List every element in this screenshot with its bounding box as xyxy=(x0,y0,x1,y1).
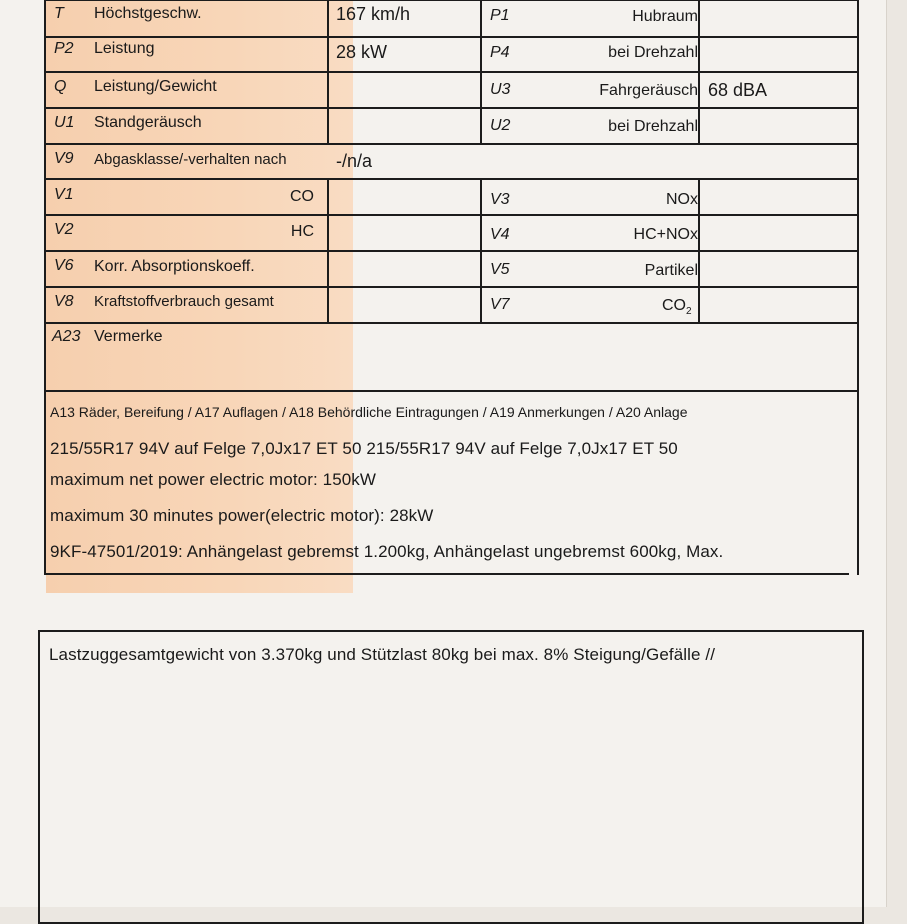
label-leistung: Leistung xyxy=(94,40,155,57)
code-t: T xyxy=(54,5,64,22)
a13-line-30min-power: maximum 30 minutes power(electric motor): 28kW xyxy=(50,506,434,525)
vehicle-data-table xyxy=(44,0,859,575)
code-p4: P4 xyxy=(490,44,510,61)
label-nox: NOx xyxy=(666,191,698,208)
label-fahrgeraeusch: Fahrgeräusch xyxy=(599,82,698,99)
code-v2: V2 xyxy=(54,221,74,238)
code-v7: V7 xyxy=(490,296,510,313)
label-bei-drehzahl-u2: bei Drehzahl xyxy=(608,118,698,135)
label-co: CO xyxy=(290,188,314,205)
code-v5: V5 xyxy=(490,261,510,278)
label-bei-drehzahl-p4: bei Drehzahl xyxy=(608,44,698,61)
code-p2: P2 xyxy=(54,40,74,57)
label-hubraum: Hubraum xyxy=(632,8,698,25)
continuation-box xyxy=(38,630,864,924)
a13-line-net-power: maximum net power electric motor: 150kW xyxy=(50,470,377,489)
continuation-text: Lastzuggesamtgewicht von 3.370kg und Stützlast 80kg bei max. 8% Steigung/Gefälle // xyxy=(49,645,716,664)
code-u2: U2 xyxy=(490,117,511,134)
a13-header: A13 Räder, Bereifung / A17 Auflagen / A18 Behördliche Eintragungen / A19 Anmerkungen / A20 Anlage xyxy=(50,404,688,420)
value-fahrgeraeusch: 68 dBA xyxy=(708,80,768,100)
label-hc-nox: HC+NOx xyxy=(633,226,698,243)
code-v8: V8 xyxy=(54,293,74,310)
label-korr-absorptionskoeff: Korr. Absorptionskoeff. xyxy=(94,258,255,275)
code-v1: V1 xyxy=(54,186,74,203)
code-q: Q xyxy=(54,78,67,95)
code-u3: U3 xyxy=(490,81,511,98)
code-a23: A23 xyxy=(52,328,81,345)
label-vermerke: Vermerke xyxy=(94,328,163,345)
a13-line-tires: 215/55R17 94V auf Felge 7,0Jx17 ET 50 215/55R17 94V auf Felge 7,0Jx17 ET 50 xyxy=(50,439,678,458)
value-hoechstgeschw: 167 km/h xyxy=(336,4,411,24)
label-hc: HC xyxy=(290,223,314,240)
label-co2: $CO_2$ xyxy=(662,297,692,318)
code-v3: V3 xyxy=(490,191,510,208)
code-v4: V4 xyxy=(490,226,510,243)
code-v6: V6 xyxy=(54,257,74,274)
label-hoechstgeschw: Höchstgeschw. xyxy=(94,5,202,22)
code-u1: U1 xyxy=(54,114,75,131)
label-partikel: Partikel xyxy=(644,262,698,279)
a13-line-anhaengelast: 9KF-47501/2019: Anhängelast gebremst 1.200kg, Anhängelast ungebremst 600kg, Max. xyxy=(50,542,724,561)
label-standgeraeusch: Standgeräusch xyxy=(94,114,202,131)
code-p1: P1 xyxy=(490,7,510,24)
value-leistung: 28 kW xyxy=(336,42,388,62)
code-v9: V9 xyxy=(54,150,74,167)
label-kraftstoffverbrauch: Kraftstoffverbrauch gesamt xyxy=(94,293,274,310)
label-abgasklasse: Abgasklasse/-verhalten nach xyxy=(94,151,287,168)
label-leistung-gewicht: Leistung/Gewicht xyxy=(94,78,217,95)
value-abgasklasse: -/n/a xyxy=(336,151,373,171)
